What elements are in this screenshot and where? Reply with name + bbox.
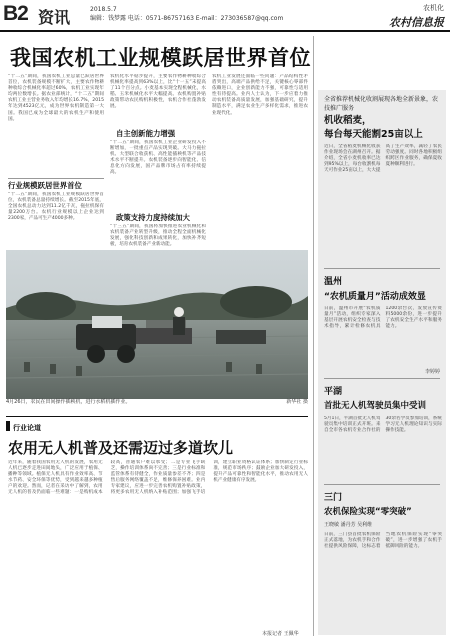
sidebar-headline-1b: 每台每天能割25亩以上 <box>324 129 423 140</box>
editor-contact: 编辑：钱梦露 电话：0571-86757163 E-mail：273036587@qq.com <box>90 15 284 22</box>
article-col-1: “十二五”期间，我国农机工业总量已跃居世界首位，农机装备规模不断扩大，主要农作物耕种收综合机械化率超过60%，农机工业实现年均两位数增长。据农业部统计，“十二五”期间农机工业主营业务收入年均增长16.7%，2015年达到4523亿元，成为世界农机制造第一大国。我国已成为全球最大的农机生产和使用国。 <box>8 74 104 122</box>
caption-text: 4月26日，农民在田间操作插秧机，进行水稻机插作业。 <box>6 399 131 405</box>
sidebar-author-4: 王晓敏 潘丹芳 吴利维 <box>324 522 373 528</box>
section-label: 农机化 <box>423 4 444 12</box>
column-divider <box>313 36 314 636</box>
sidebar-place-sanmen: 三门 <box>324 493 343 503</box>
sidebar-place-pinghu: 平湖 <box>324 387 343 397</box>
sidebar-body-1: 近日，全省稻麦机械化收获作业现场会在湖州召开。据介绍，全省小麦机收率已达到95%以上，每台收割机每天可作业25亩以上，大大提高了生产效率，减轻了农民劳动强度。同时各地积极组织跨区作业服务，确保夏收夏种顺利进行。 <box>324 144 442 174</box>
rice-transplanter-photo <box>6 250 308 399</box>
sidebar-rule-3 <box>324 484 440 485</box>
sidebar-rule-1 <box>324 268 440 269</box>
sidebar-headline-3: 首批无人机驾驶员集中受训 <box>324 401 427 411</box>
article-col-1b: “十二五”期间，我国农机工业规模跃居世界首位，农机装备总量持续增长。截至2015年底，全国农机总动力达到11.2亿千瓦，拖拉机保有量2200万台。农机行业规模以上企业达到2300家，产品可生产4000多种。 <box>8 192 104 222</box>
masthead <box>0 0 450 30</box>
masthead-meta <box>90 5 283 23</box>
subhead-innovation: 自主创新能力增强 <box>116 129 176 138</box>
subhead-scale: 行业规模跃居世界首位 <box>8 181 82 190</box>
subhead-policy: 政策支持力度持续加大 <box>116 213 190 222</box>
sidebar-panel <box>318 90 446 635</box>
sidebar-kicker-1: 全省推荐机械化收割展现各地全新景象，农技推广服务 <box>324 96 439 112</box>
tag-marker <box>6 421 10 431</box>
sidebar-body-4: 日前，三门县首批农机保险正式落地，为农机手和合作社提供风险保障，这标志着当地农机保险实现“零突破”，进一步增强了农机手抵御风险的能力。 <box>324 532 442 550</box>
sidebar-body-2: 日前，温州市开展“农机质量月”活动，组织专家深入基层开展农机安全检查与技术指导，累计检修农机具1200余台次，发放宣传资料5000余份，进一步提升了农机安全生产水平和服务能力。 <box>324 306 442 330</box>
article-col-2b: “十二五”期间，我国农机工业企业研发投入不断增加，一批重点产品实现突破。大马力拖拉机、大型联合收获机、高性能插秧机等产品技术水平不断提升。农机装备逐步向智能化、信息化方向发展，国产品牌市场占有率持续提高。 <box>110 140 206 176</box>
newspaper-logo: 农村信息报 <box>389 16 444 29</box>
caption-credit: 新华社 摄 <box>286 399 308 405</box>
sidebar-body-3: 5月1日，平湖首批无人机驾驶员集中培训正式开班。来自全市各农机专业合作社的30余名学员参加培训，系统学习无人机理论知识与实际操作技能。 <box>324 416 442 434</box>
section-title: 资讯 <box>38 8 71 27</box>
sidebar-headline-2: “农机质量月”活动成效显 <box>324 292 426 302</box>
article-col-2c: “十三五”期间，我国将加快推进农业机械化和农机装备产业转型升级，推动全程全面机械化发展，强化科技创新和成果转化，加快补齐短板，培育农机装备产业新动能。 <box>110 224 206 248</box>
issue-date: 2018.5.7 <box>90 6 117 13</box>
sidebar-rule-2 <box>324 378 440 379</box>
secondary-article: 近年来，随着我国农用无人机的发展，农用无人机已逐步走进田间地头，广泛应用于植保、播种等领域。植保无人机具有作业效率高、节水节药、安全环保等优势，受到越来越多种植户的欢迎。然而，记者在采访中了解到，农用无人机的普及仍面临一些难题：一是购机成本较高，普通农户难以承受；二是专业飞手缺乏，操作培训体系尚不完善；三是行业标准和监管体系有待健全，作业质量参差不齐；四是售后服务网络覆盖不足，维修保养困难。业内专家建议，应进一步完善农机购置补贴政策，将更多农用无人机纳入补贴范围；加强飞手培训，建立职业资格认证体系；加快制定行业标准，规范市场秩序；鼓励企业加大研发投入，提升产品可靠性和智能化水平，推动农用无人机产业健康有序发展。 <box>8 460 308 496</box>
sidebar-place-wenzhou: 温州 <box>324 277 343 287</box>
article-col-3: 农机工业发展还面临一些问题：产品结构性矛盾突出，高端产品供给不足，关键核心零部件依赖进口，企业创新能力不强，可靠性与适用性有待提高。业内人士认为，下一步应着力推动农机装备高质量发展，加强基础研究，提升制造水平，满足农业生产多样化需求，推进农业现代化。 <box>212 74 308 116</box>
secondary-author: 本报记者 王佩华 <box>262 631 299 637</box>
page-number: B2 <box>3 2 28 25</box>
main-headline: 我国农机工业规模跃居世界首位 <box>10 46 311 70</box>
sidebar-author-2: 李婷婷 <box>424 369 440 375</box>
sidebar-headline-4: 农机保险实现“零突破” <box>324 507 412 517</box>
sidebar-headline-1a: 机收稻麦， <box>324 115 372 126</box>
farmer-figure <box>173 307 185 335</box>
column-tag: 行业论道 <box>13 424 41 432</box>
secondary-headline: 农用无人机普及还需迈过多道坎儿 <box>8 439 234 457</box>
masthead-rule <box>0 30 450 32</box>
photo-caption <box>6 398 308 405</box>
news-photo <box>6 250 308 399</box>
subhead-rule <box>8 178 104 179</box>
article-col-2: 农机化水平稳步提升，主要农作物耕种收综合机械化率提高到63%以上，比“十一五”末提高了11个百分点。小麦基本实现全程机械化，水稻、玉米机械化水平大幅提高。农机购置补贴政策带动农民购机积极性，农机合作社蓬勃发展。 <box>110 74 206 110</box>
section-divider <box>6 416 308 417</box>
